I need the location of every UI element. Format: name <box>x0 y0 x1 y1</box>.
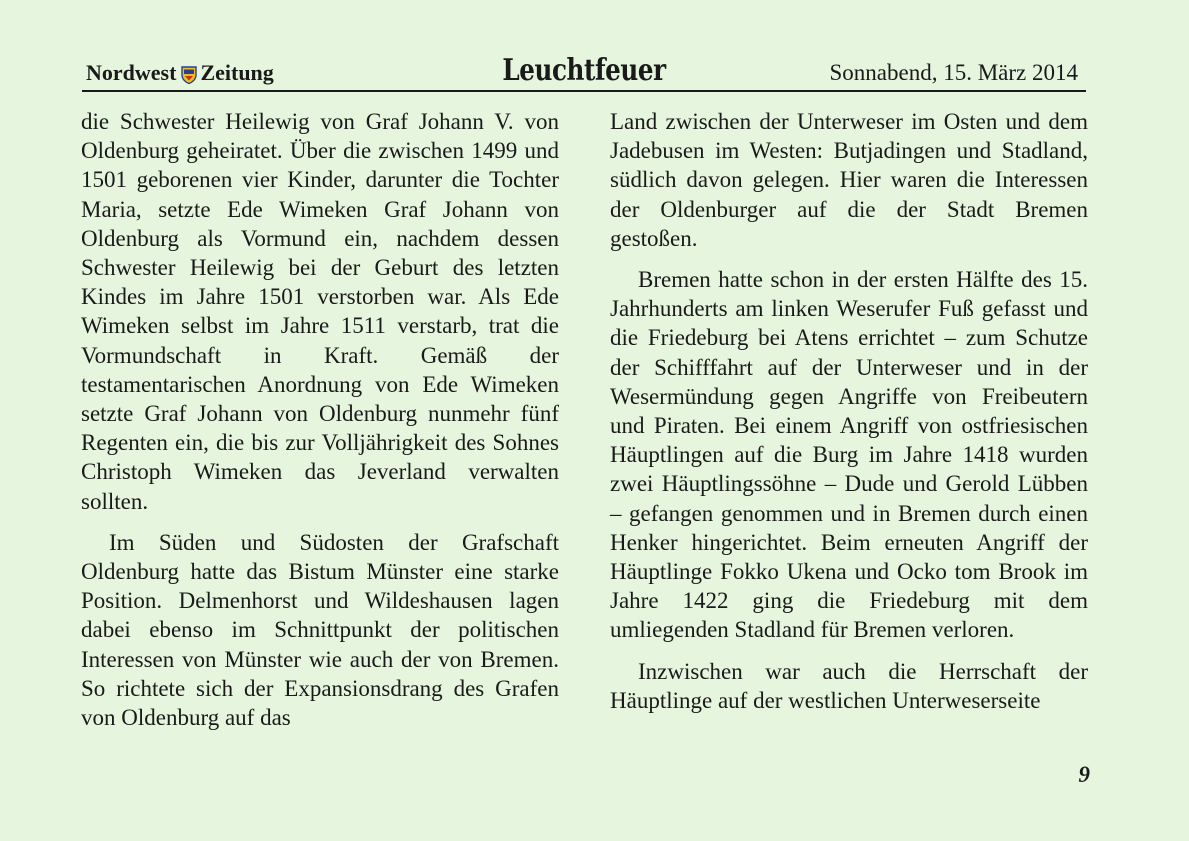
paragraph: Im Süden und Südosten der Grafschaft Oldenburg hatte das Bistum Münster eine starke Position. Delmenhorst und Wildeshausen lagen dabei ebenso im Schnittpunkt der politischen Interessen von Münster wie auch der von Bremen. So richtete sich der Expansionsdrang des Grafen von Oldenburg auf das <box>81 529 559 731</box>
brand-name-left: Nordwest <box>86 60 177 85</box>
paragraph: Inzwischen war auch die Herrschaft der Häuptlinge auf der westlichen Unterweserseite <box>610 658 1088 713</box>
masthead-title: Leuchtfeuer <box>502 53 666 88</box>
paragraph: Land zwischen der Unterweser im Osten und dem Jadebusen im Westen: Butjadingen und Stadland, südlich davon gelegen. Hier waren die Interessen der Oldenburger auf die der Stadt Bremen gestoßen. <box>610 109 1088 251</box>
text-column-right <box>610 107 1088 727</box>
text-column-left <box>81 107 559 744</box>
paragraph: Bremen hatte schon in der ersten Hälfte des 15. Jahrhunderts am linken Weserufer Fuß gefasst und die Friedeburg bei Atens errichtet – zum Schutze der Schifffahrt auf der Unterweser und in der Wesermündung gegen Angriffe von Freibeutern und Piraten. Bei einem Angriff von ostfriesischen Häuptlingen auf die Burg im Jahre 1418 wurden zwei Häuptlingssöhne – Dude und Gerold Lübben – gefangen genommen und in Bremen durch einen Henker hingerichtet. Beim erneuten Angriff der Häuptlinge Fokko Ukena und Ocko tom Brook im Jahre 1422 ging die Friedeburg mit dem umliegenden Stadland für Bremen verloren. <box>610 267 1088 643</box>
brand-name-right: Zeitung <box>200 60 274 85</box>
issue-date: Sonnabend, 15. März 2014 <box>829 60 1078 85</box>
paragraph: die Schwester Heilewig von Graf Johann V. von Oldenburg geheiratet. Über die zwischen 1499 und 1501 geborenen vier Kinder, darunter die Tochter Maria, setzte Ede Wimeken Graf Johann von Oldenburg als Vormund ein, nachdem dessen Schwester Heilewig bei der Geburt des letzten Kindes im Jahre 1501 verstorben war. Als Ede Wimeken selbst im Jahre 1511 verstarb, trat die Vormundschaft in Kraft. Gemäß der testamentarischen Anordnung von Ede Wimeken setzte Graf Johann von Oldenburg nunmehr fünf Regenten ein, die bis zur Volljährigkeit des Sohnes Christoph Wimeken das Jeverland verwalten sollten. <box>81 109 559 514</box>
page-number: 9 <box>1078 762 1090 787</box>
page-header <box>82 53 1086 92</box>
